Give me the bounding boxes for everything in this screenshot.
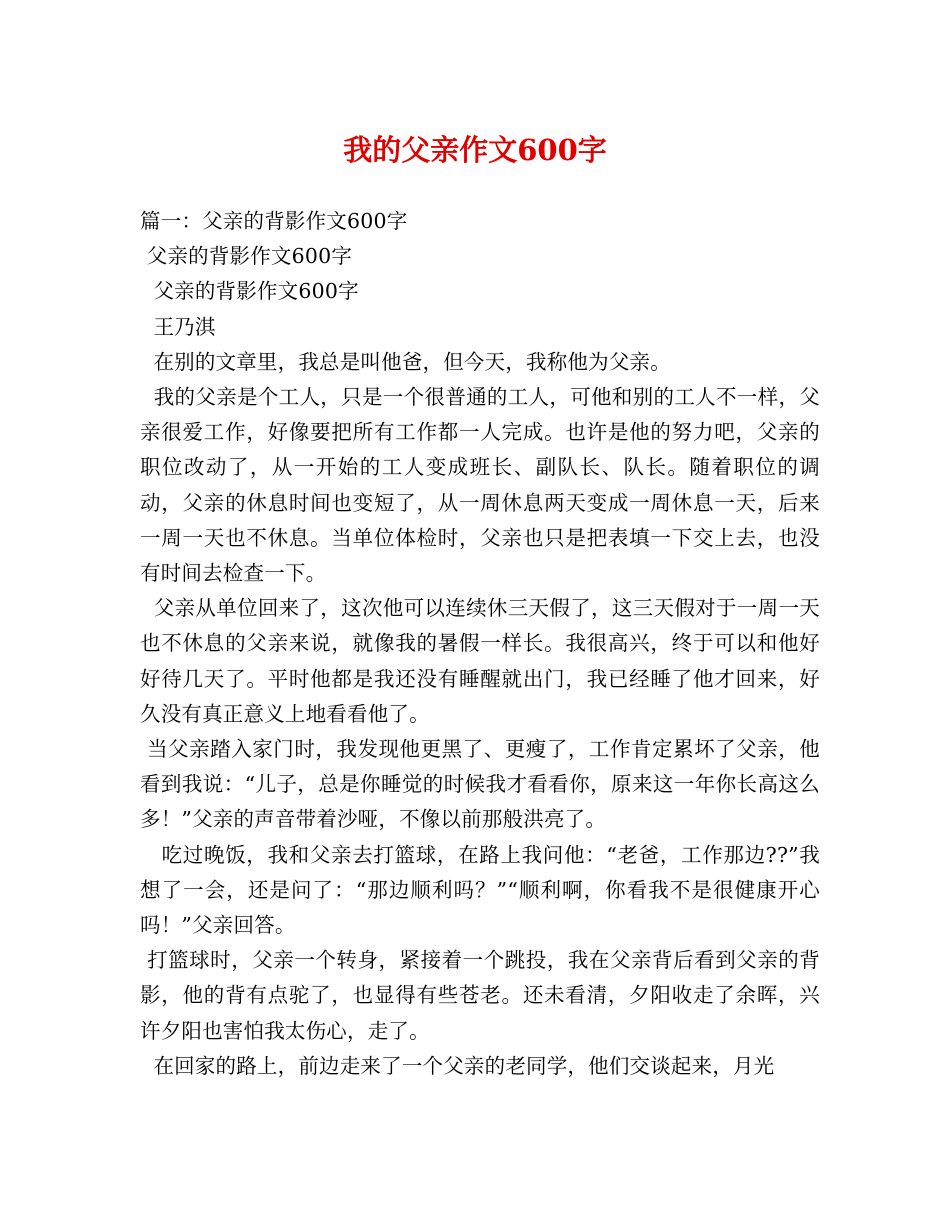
article-title: 父亲的背影作文600字 <box>140 244 353 269</box>
body-paragraph: 当父亲踏入家门时，我发现他更黑了、更瘦了，工作肯定累坏了父亲，他看到我说：“儿子，总是你睡觉的时候我才看看你，原来这一年你长高这么多！”父亲的声音带着沙哑，不像以前那般洪亮了。 <box>140 737 820 832</box>
body-paragraph: 在回家的路上，前边走来了一个父亲的老同学，他们交谈起来，月光 <box>140 1053 775 1078</box>
author-name: 王乃淇 <box>140 314 216 339</box>
body-paragraph: 吃过晚饭，我和父亲去打篮球，在路上我问他：“老爸，工作那边??”我想了一会，还是问了：“那边顺利吗？”“顺利啊，你看我不是很健康开心吗！”父亲回答。 <box>140 842 820 938</box>
article-subtitle: 父亲的背影作文600字 <box>140 279 359 304</box>
document-body <box>140 204 820 1084</box>
body-paragraph: 在别的文章里，我总是叫他爸，但今天，我称他为父亲。 <box>140 349 671 374</box>
body-paragraph: 我的父亲是个工人，只是一个很普通的工人，可他和别的工人不一样，父亲很爱工作，好像要把所有工作都一人完成。也许是他的努力吧，父亲的职位改动了，从一开始的工人变成班长、副队长、队长。随着职位的调动，父亲的休息时间也变短了，从一周休息两天变成一周休息一天，后来一周一天也不休息。当单位体检时，父亲也只是把表填一下交上去，也没有时间去检查一下。 <box>140 385 820 586</box>
section-heading: 篇一：父亲的背影作文600字 <box>140 209 408 233</box>
document-title: 我的父亲作文600字 <box>343 133 607 167</box>
body-paragraph: 父亲从单位回来了，这次他可以连续休三天假了，这三天假对于一周一天也不休息的父亲来说，就像我的暑假一样长。我很高兴，终于可以和他好好待几天了。平时他都是我还没有睡醒就出门，我已经睡了他才回来，好久没有真正意义上地看看他了。 <box>140 596 820 726</box>
body-paragraph: 打篮球时，父亲一个转身，紧接着一个跳投，我在父亲背后看到父亲的背影，他的背有点驼了，也显得有些苍老。还未看清，夕阳收走了余晖，兴许夕阳也害怕我太伤心，走了。 <box>140 948 820 1043</box>
